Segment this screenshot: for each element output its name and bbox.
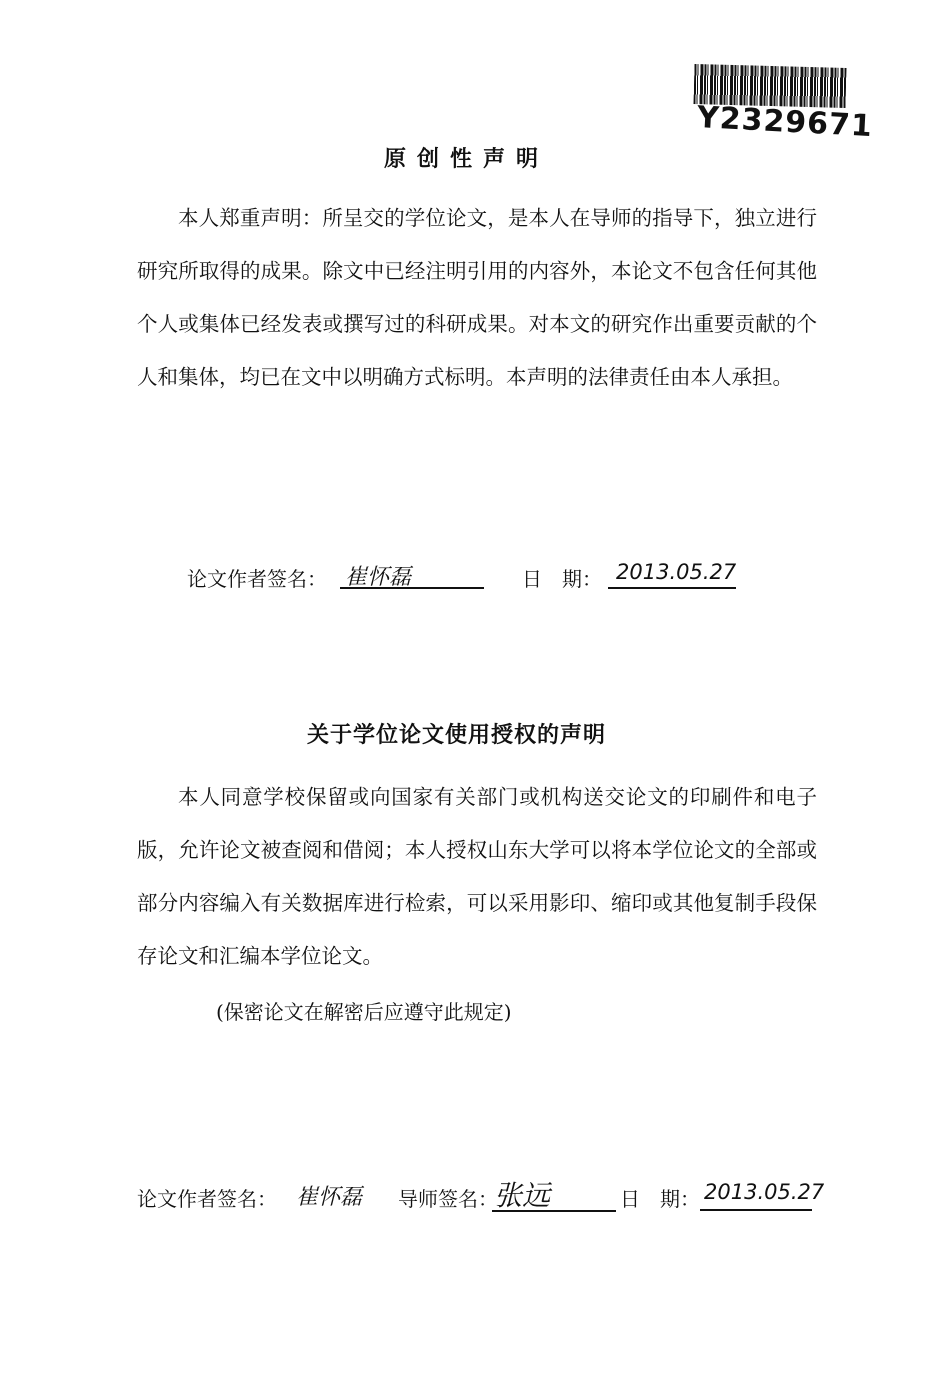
- advisor-signature-underline: [492, 1210, 616, 1212]
- originality-date-label: 日 期：: [522, 567, 602, 591]
- barcode-number: Y2329671: [696, 100, 874, 145]
- originality-date-value: 2013.05.27: [616, 560, 737, 584]
- originality-author-label: 论文作者签名：: [187, 567, 327, 591]
- originality-title: 原创性声明: [384, 146, 550, 172]
- advisor-label: 导师签名：: [398, 1187, 498, 1211]
- advisor-signature: 张远: [494, 1179, 551, 1212]
- authorization-author-signature: 崔怀磊: [296, 1185, 363, 1210]
- author-signature-underline: [340, 587, 484, 589]
- authorization-body: 本人同意学校保留或向国家有关部门或机构送交论文的印刷件和电子版，允许论文被查阅和借阅；本人授权山东大学可以将本学位论文的全部或部分内容编入有关数据库进行检索，可以采用影印、缩印或其他复制手段保存论文和汇编本学位论文。: [137, 785, 817, 968]
- authorization-author-label: 论文作者签名：: [137, 1187, 277, 1211]
- originality-body: 本人郑重声明：所呈交的学位论文，是本人在导师的指导下，独立进行研究所取得的成果。除文中已经注明引用的内容外，本论文不包含任何其他个人或集体已经发表或撰写过的科研成果。对本文的研究作出重要贡献的个人和集体，均已在文中以明确方式标明。本声明的法律责任由本人承担。: [137, 206, 817, 389]
- authorization-title: 关于学位论文使用授权的声明: [307, 722, 607, 748]
- authorization-date-label: 日 期：: [620, 1187, 700, 1211]
- originality-author-signature: 崔怀磊: [345, 565, 412, 590]
- authorization-date-underline: [700, 1209, 812, 1211]
- authorization-date-value: 2013.05.27: [704, 1180, 825, 1204]
- confidentiality-note: (保密论文在解密后应遵守此规定): [216, 1000, 512, 1024]
- date-underline: [608, 587, 736, 589]
